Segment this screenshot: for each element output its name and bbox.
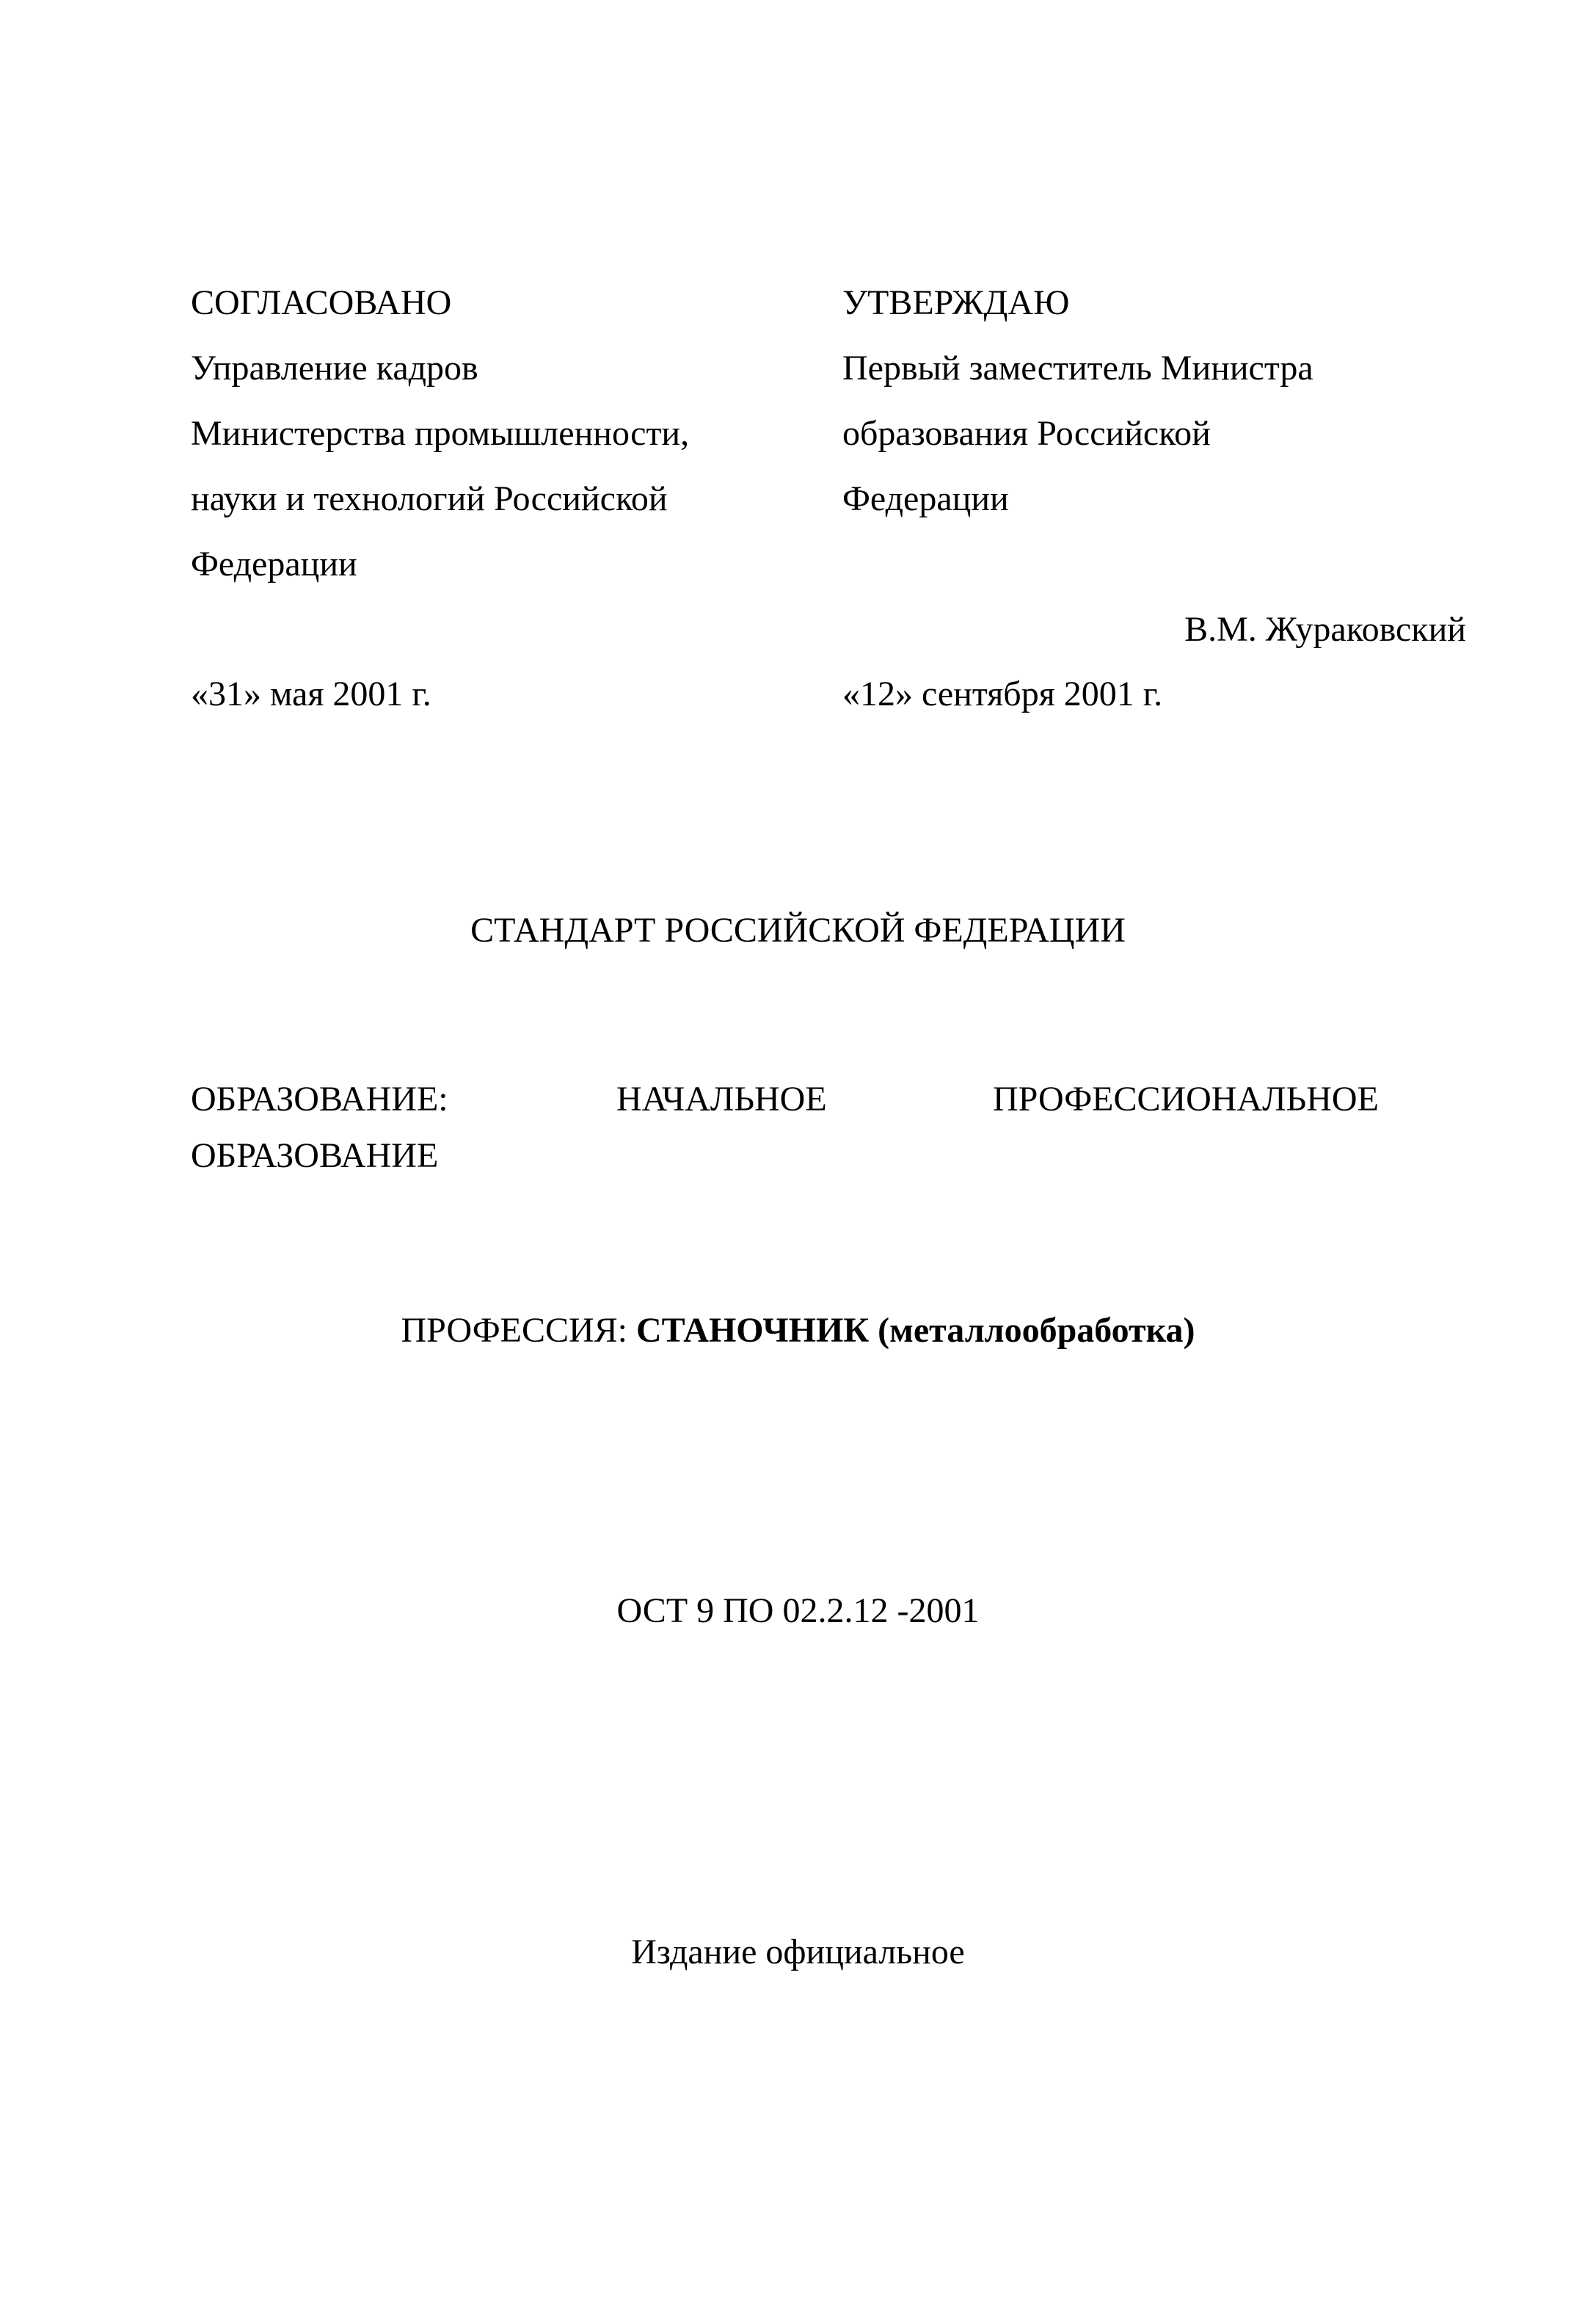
agreed-line-2: Министерства промышленности,	[191, 414, 690, 453]
education-word-4: ОБРАЗОВАНИЕ	[191, 1136, 439, 1175]
agreed-line-4: Федерации	[191, 545, 357, 584]
education-word-2: НАЧАЛЬНОЕ	[616, 1080, 827, 1119]
standard-code: ОСТ 9 ПО 02.2.12 -2001	[616, 1591, 980, 1630]
approve-signatory: В.М. Жураковский	[1184, 610, 1466, 649]
approve-line-1: Первый заместитель Министра	[842, 349, 1313, 388]
profession-label: ПРОФЕССИЯ:	[401, 1311, 636, 1350]
approve-line-2: образования Российской	[842, 414, 1211, 453]
agreed-line-1: Управление кадров	[191, 349, 478, 388]
education-word-3: ПРОФЕССИОНАЛЬНОЕ	[993, 1080, 1379, 1119]
approve-heading: УТВЕРЖДАЮ	[842, 283, 1070, 322]
agreed-line-3: науки и технологий Российской	[191, 479, 668, 518]
edition-note: Издание официальное	[631, 1933, 965, 1971]
profession-value: СТАНОЧНИК (металлообработка)	[636, 1311, 1195, 1350]
education-word-1: ОБРАЗОВАНИЕ:	[191, 1080, 448, 1119]
agreed-heading: СОГЛАСОВАНО	[191, 283, 452, 322]
agreed-date: «31» мая 2001 г.	[191, 675, 431, 713]
standard-title: СТАНДАРТ РОССИЙСКОЙ ФЕДЕРАЦИИ	[470, 911, 1126, 950]
approve-date: «12» сентября 2001 г.	[842, 675, 1163, 713]
profession-line	[0, 1310, 1596, 1351]
approve-line-3: Федерации	[842, 479, 1009, 518]
